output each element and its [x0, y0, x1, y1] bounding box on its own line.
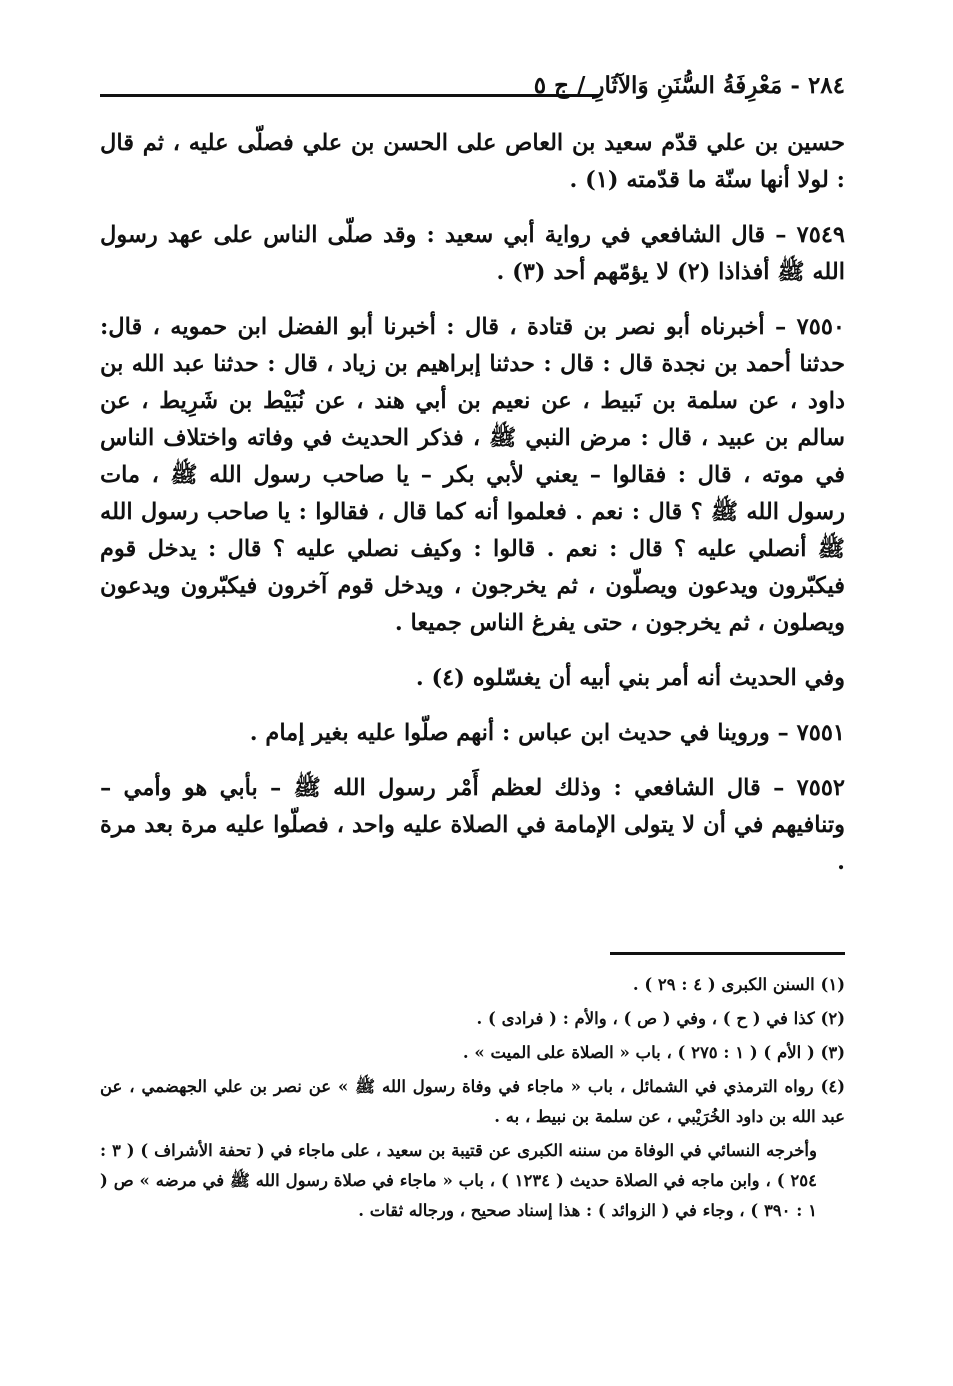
paragraph: ٧٥٥٠ – أخبرناه أبو نصر بن قتادة ، قال : أخبرنا أبو الفضل ابن حمويه ، قال: حدثنا أحمد بن نجدة قال : قال : حدثنا إبراهيم بن زياد ، قال : حدثنا عبد الله بن داود ، عن سلمة بن نَبيط ، عن نعيم بن أبي هند ، عن نُبَيْط بن شَرِيط ، عن سالم بن عبيد ، قال : مرض النبي ﷺ ، فذكر الحديث في وفاته واختلاف الناس في موته ، قال : فقالوا – يعني لأبي بكر – يا صاحب رسول الله ﷺ ، مات رسول الله ﷺ ؟ قال : نعم . فعلموا أنه كما قال ، فقالوا : يا صاحب رسول الله ﷺ أنصلي عليه ؟ قال : نعم . قالوا : وكيف نصلي عليه ؟ قال : يدخل قوم فيكبّرون ويدعون ويصلّون ، ثم يخرجون ، ويدخل قوم آخرون فيكبّرون ويدعون ويصلون ، ثم يخرجون ، حتى يفرغ الناس جميعا . [100, 314, 845, 636]
footnote-continuation: وأخرجه النسائي في الوفاة من سننه الكبرى عن قتيبة بن سعيد ، على ماجاء في ( تحفة الأشراف ) ( ٣ : ٢٥٤ ) ، وابن ماجه في الصلاة حديث ( ١٢٣٤ ) ، باب « ماجاء في صلاة رسول الله ﷺ في مرضه » ص ( ١ : ٣٩٠ ) ، وجاء في ( الزوائد ) : هذا إسناد صحيح ، ورجاله ثقات . [100, 1141, 817, 1220]
footnote: (٤) رواه الترمذي في الشمائل ، باب « ماجاء في وفاة رسول الله ﷺ » عن نصر بن علي الجهضمي ، عن عبد الله بن داود الخُرَيْبي ، عن سلمة بن نبيط ، به . [100, 1077, 845, 1126]
paragraph: ٧٥٥٢ – قال الشافعي : وذلك لعظم أَمْر رسول الله ﷺ – بأبي هو وأمي – وتنافيهم في أن لا يتولى الإمامة في الصلاة عليه واحد ، فصلّوا عليه مرة بعد مرة . [100, 775, 845, 875]
paragraph: ٧٥٤٩ – قال الشافعي في رواية أبي سعيد : وقد صلّى الناس على عهد رسول الله ﷺ أفذاذا (٢) لا يؤمّهم أحد (٣) . [100, 222, 845, 285]
footnote-separator [610, 952, 845, 955]
footnote: (١) السنن الكبرى ( ٤ : ٢٩ ) . [632, 975, 845, 994]
running-head: ٢٨٤ - مَعْرِفَةُ السُّنَنِ وَالآثَارِ / ج ٥ [533, 72, 845, 99]
paragraph: وفي الحديث أنه أمر بني أبيه أن يغسّلوه (٤) . [415, 665, 845, 691]
header-rule [100, 94, 600, 97]
footnote: (٣) ( الأم ) ( ١ : ٢٧٥ ) ، باب « الصلاة على الميت » . [462, 1043, 845, 1062]
footnotes [100, 970, 845, 1230]
main-text [100, 125, 845, 899]
footnote: (٢) كذا في ( ح ) ، وفي ( ص ) ، والأم : ( فرادى ) . [476, 1009, 845, 1028]
page-header [100, 68, 845, 108]
paragraph: حسين بن علي قدّم سعيد بن العاص على الحسن بن علي فصلّى عليه ، ثم قال : لولا أنها سنّة ما قدّمته (١) . [100, 130, 845, 193]
paragraph: ٧٥٥١ – وروينا في حديث ابن عباس : أنهم صلّوا عليه بغير إمام . [249, 720, 845, 746]
